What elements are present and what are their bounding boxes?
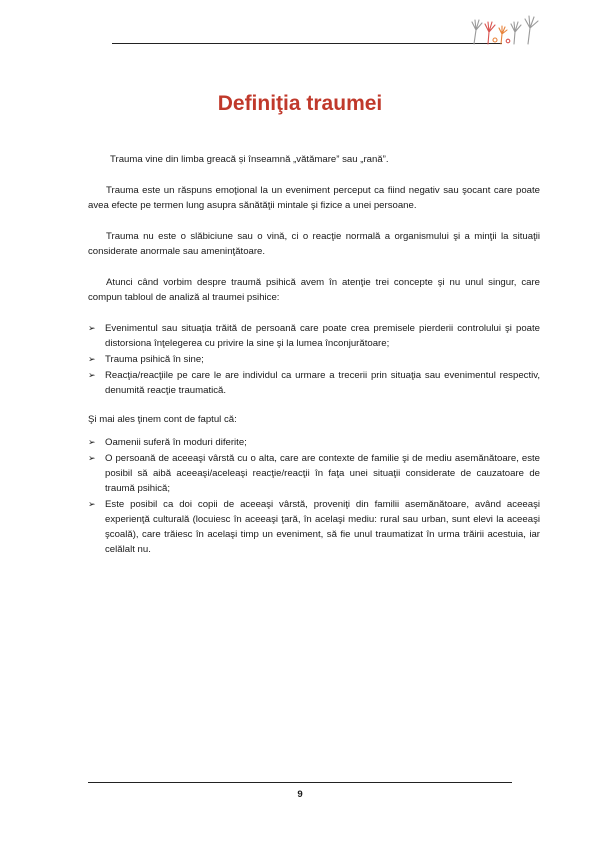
list-item: ➢ Evenimentul sau situaţia trăită de persoană care poate crea premisele pierderii controlului şi poate distorsiona înţelegerea cu privire la sine şi la lumea înconjurătoare; — [88, 323, 540, 349]
document-body — [88, 152, 540, 571]
footer-rule — [88, 782, 512, 783]
list-item: ➢ Oamenii suferă în moduri diferite; — [88, 437, 247, 448]
arrow-bullet-icon: ➢ — [88, 437, 96, 447]
arrow-bullet-icon: ➢ — [88, 370, 96, 380]
paragraph-three-concepts: Atunci când vorbim despre traumă psihică avem în atenţie trei concepte şi nu unul singur, care compun tabloul de analiză al traumei psihice: — [88, 277, 540, 303]
list-item: ➢ Trauma psihică în sine; — [88, 354, 204, 365]
considerations-list — [88, 435, 540, 557]
arrow-bullet-icon: ➢ — [88, 453, 96, 463]
paragraph-keep-in-mind: Şi mai ales ţinem cont de faptul că: — [88, 414, 237, 425]
arrow-bullet-icon: ➢ — [88, 323, 96, 333]
concepts-list — [88, 321, 540, 398]
hands-logo-icon — [468, 10, 548, 46]
paragraph-etymology: Trauma vine din limba greacă și înseamnă „vătămare” sau „rană”. — [110, 154, 389, 165]
list-item: ➢ O persoană de aceeaşi vârstă cu o alta, care are contexte de familie şi de mediu asemănătoare, este posibil să aibă aceeaşi/aceleaşi reacţie/reacţii în faţa unei situaţii considerate de cauzatoare de traumă psihică; — [88, 453, 540, 494]
paragraph-not-weakness: Trauma nu este o slăbiciune sau o vină, ci o reacţie normală a organismului şi a minţii la situaţii considerate anormale sau ameninţătoare. — [88, 231, 540, 257]
header-rule — [112, 43, 502, 44]
list-item: ➢ Reacţia/reacţiile pe care le are individul ca urmare a trecerii prin situaţia sau evenimentul respectiv, denumită reacţie traumatică. — [88, 370, 540, 396]
list-item: ➢ Este posibil ca doi copii de aceeaşi vârstă, proveniţi din familii asemănătoare, având aceeaşi experienţă culturală (locuiesc în aceeaşi ţară, în acelaşi mediu: rural sau urban, sunt elevi la aceeaşi şcoală), care trăiesc în acelaşi timp un eveniment, să fie unul traumatizat în urma trăirii acestuia, iar celălalt nu. — [88, 499, 540, 555]
arrow-bullet-icon: ➢ — [88, 354, 96, 364]
page-title: Definiţia traumei — [217, 92, 383, 115]
page-number: 9 — [297, 789, 303, 800]
arrow-bullet-icon: ➢ — [88, 499, 96, 509]
paragraph-definition: Trauma este un răspuns emoţional la un eveniment perceput ca fiind negativ sau şocant care poate avea efecte pe termen lung asupra sănătăţii mintale şi fizice a unei persoane. — [88, 185, 540, 211]
